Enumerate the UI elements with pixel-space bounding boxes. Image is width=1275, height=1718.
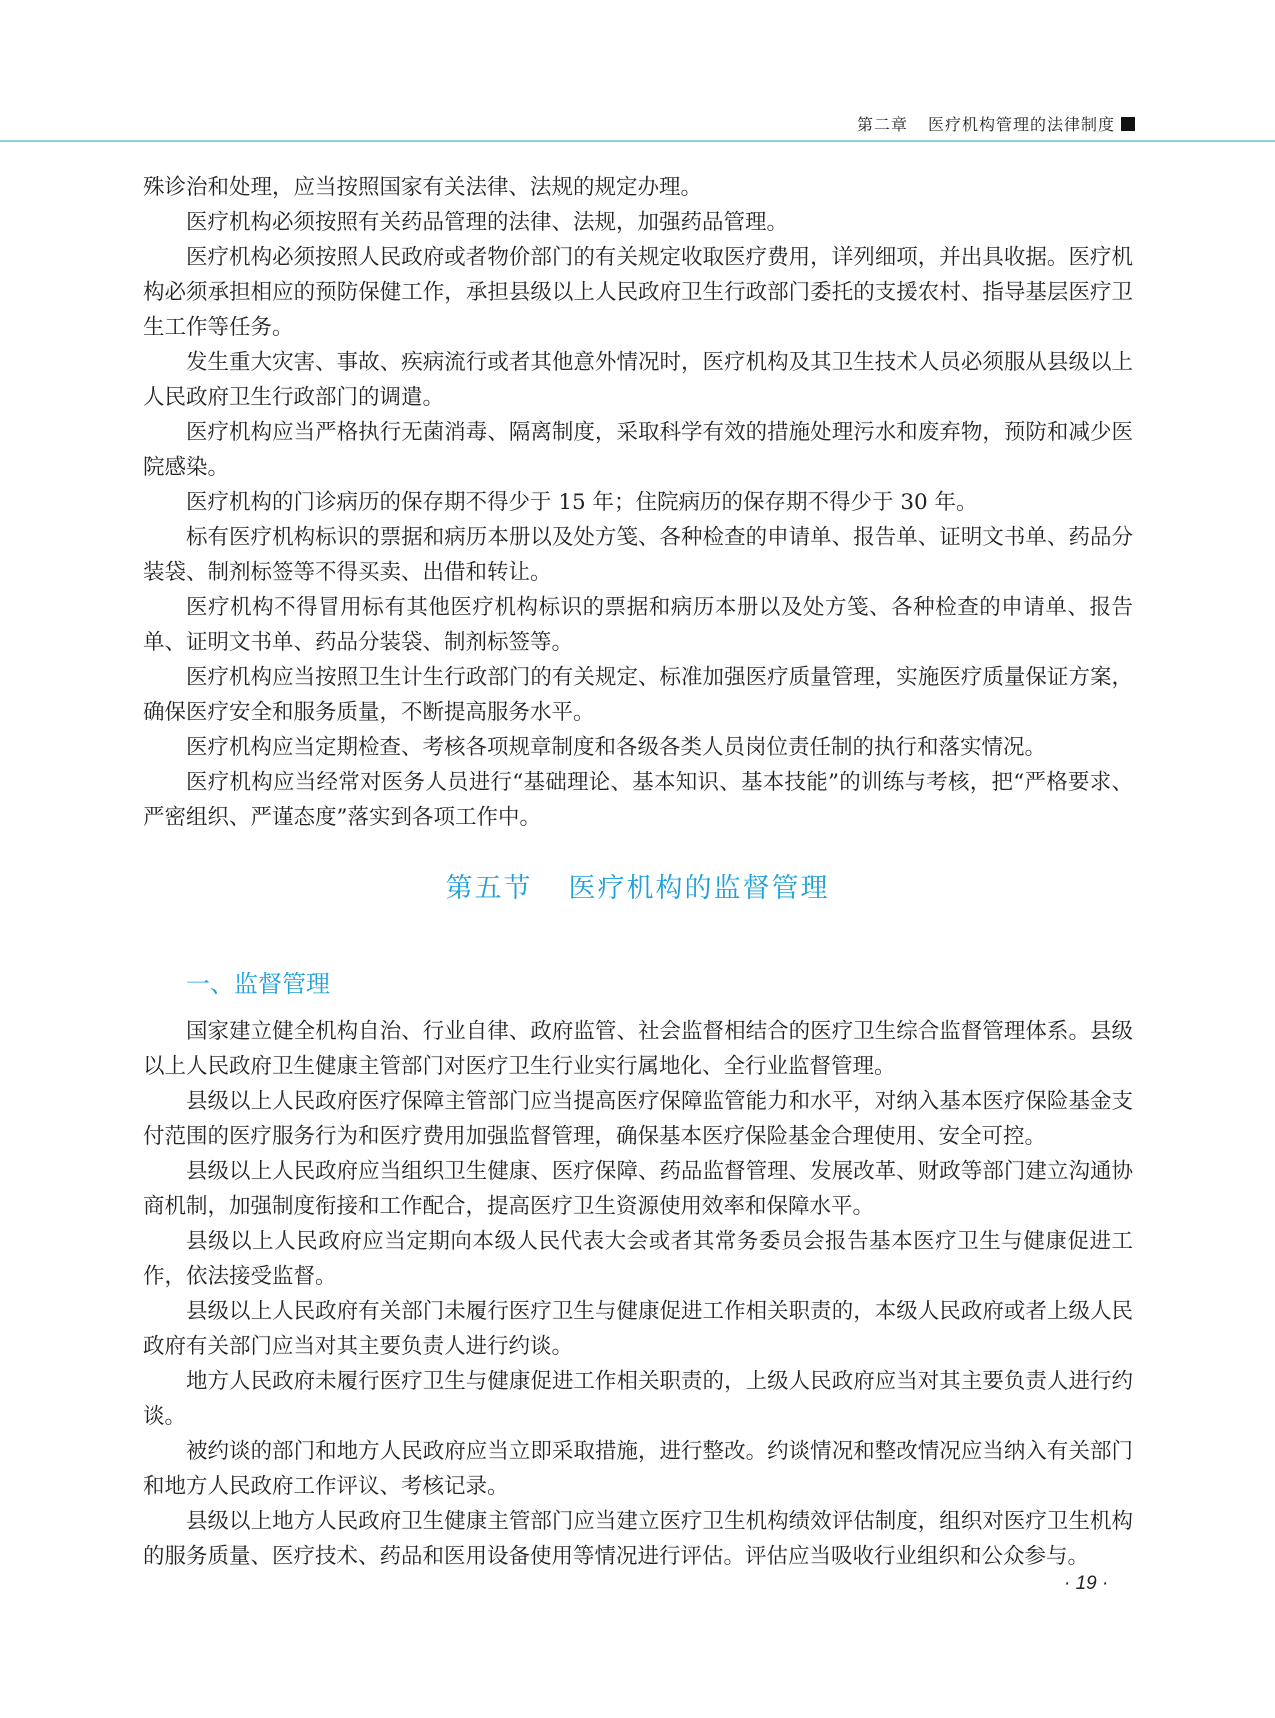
paragraph: 县级以上人民政府有关部门未履行医疗卫生与健康促进工作相关职责的，本级人民政府或者上级人民政府有关部门应当对其主要负责人进行约谈。 (143, 1299, 1133, 1359)
paragraph: 医疗机构应当定期检查、考核各项规章制度和各级各类人员岗位责任制的执行和落实情况。 (186, 735, 1047, 760)
header-square-mark (1121, 117, 1135, 131)
section-number: 第五节 (445, 873, 533, 904)
paragraph: 医疗机构应当严格执行无菌消毒、隔离制度，采取科学有效的措施处理污水和废弃物，预防和减少医院感染。 (143, 420, 1133, 480)
paragraph: 发生重大灾害、事故、疾病流行或者其他意外情况时，医疗机构及其卫生技术人员必须服从县级以上人民政府卫生行政部门的调遣。 (143, 350, 1133, 410)
section-heading (0, 866, 1275, 905)
paragraph: 医疗机构应当按照卫生计生行政部门的有关规定、标准加强医疗质量管理，实施医疗质量保证方案，确保医疗安全和服务质量，不断提高服务水平。 (143, 665, 1133, 725)
paragraph: 县级以上人民政府应当组织卫生健康、医疗保障、药品监督管理、发展改革、财政等部门建立沟通协商机制，加强制度衔接和工作配合，提高医疗卫生资源使用效率和保障水平。 (143, 1159, 1133, 1219)
paragraph: 医疗机构必须按照人民政府或者物价部门的有关规定收取医疗费用，详列细项，并出具收据。医疗机构必须承担相应的预防保健工作，承担县级以上人民政府卫生行政部门委托的支援农村、指导基层医疗卫生工作等任务。 (143, 245, 1133, 340)
page-number: · 19 · (1064, 1573, 1109, 1594)
paragraph: 医疗机构应当经常对医务人员进行“基础理论、基本知识、基本技能”的训练与考核，把“严格要求、严密组织、严谨态度”落实到各项工作中。 (143, 770, 1133, 830)
paragraph: 被约谈的部门和地方人民政府应当立即采取措施，进行整改。约谈情况和整改情况应当纳入有关部门和地方人民政府工作评议、考核记录。 (143, 1439, 1133, 1499)
paragraph: 国家建立健全机构自治、行业自律、政府监管、社会监督相结合的医疗卫生综合监督管理体系。县级以上人民政府卫生健康主管部门对医疗卫生行业实行属地化、全行业监督管理。 (143, 1019, 1133, 1079)
paragraph: 医疗机构不得冒用标有其他医疗机构标识的票据和病历本册以及处方笺、各种检查的申请单、报告单、证明文书单、药品分装袋、制剂标签等。 (143, 595, 1133, 655)
paragraph: 医疗机构必须按照有关药品管理的法律、法规，加强药品管理。 (186, 210, 789, 235)
header-rule (0, 140, 1275, 142)
paragraph: 医疗机构的门诊病历的保存期不得少于 15 年；住院病历的保存期不得少于 30 年。 (186, 490, 978, 515)
paragraph: 县级以上人民政府应当定期向本级人民代表大会或者其常务委员会报告基本医疗卫生与健康促进工作，依法接受监督。 (143, 1229, 1133, 1289)
body-block-1 (143, 170, 1133, 835)
running-header (857, 112, 1135, 135)
paragraph: 标有医疗机构标识的票据和病历本册以及处方笺、各种检查的申请单、报告单、证明文书单、药品分装袋、制剂标签等不得买卖、出借和转让。 (143, 525, 1133, 585)
subsection-heading: 一、监督管理 (186, 970, 330, 998)
body-block-2 (143, 1014, 1133, 1574)
chapter-title: 医疗机构管理的法律制度 (927, 115, 1115, 134)
section-title: 医疗机构的监督管理 (568, 873, 830, 904)
paragraph: 县级以上人民政府医疗保障主管部门应当提高医疗保障监管能力和水平，对纳入基本医疗保险基金支付范围的医疗服务行为和医疗费用加强监督管理，确保基本医疗保险基金合理使用、安全可控。 (143, 1089, 1133, 1149)
paragraph: 县级以上地方人民政府卫生健康主管部门应当建立医疗卫生机构绩效评估制度，组织对医疗卫生机构的服务质量、医疗技术、药品和医用设备使用等情况进行评估。评估应当吸收行业组织和公众参与。 (143, 1509, 1133, 1569)
paragraph: 殊诊治和处理，应当按照国家有关法律、法规的规定办理。 (143, 175, 703, 200)
paragraph: 地方人民政府未履行医疗卫生与健康促进工作相关职责的，上级人民政府应当对其主要负责人进行约谈。 (143, 1369, 1133, 1429)
chapter-number: 第二章 (856, 115, 908, 134)
